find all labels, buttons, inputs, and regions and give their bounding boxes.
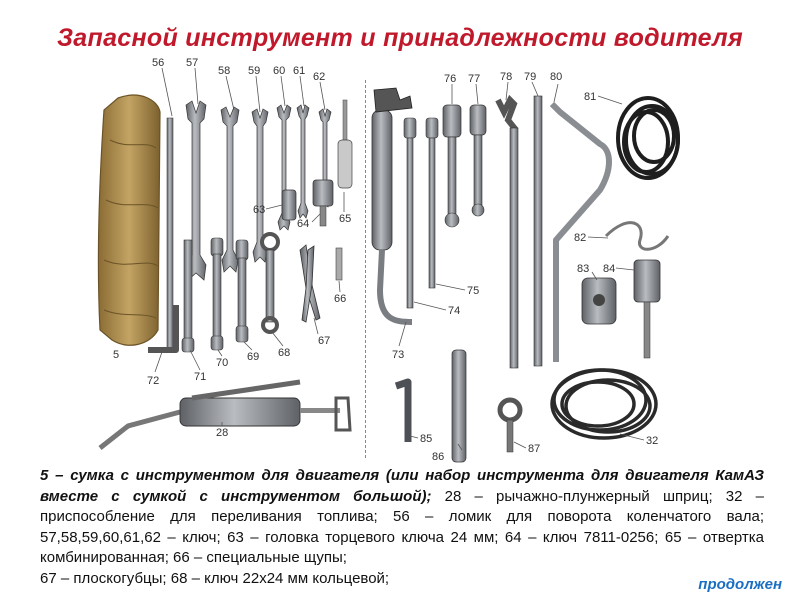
pliers-illustration — [300, 245, 320, 322]
label-80: 80 — [550, 71, 563, 83]
label-67: 67 — [318, 335, 331, 347]
label-79: 79 — [524, 71, 537, 83]
label-73: 73 — [392, 349, 405, 361]
label-83: 83 — [577, 263, 590, 275]
label-5: 5 — [113, 349, 120, 361]
tire-valve-84-illustration — [634, 260, 660, 358]
ring-wrench-illustration — [262, 234, 278, 332]
column-divider — [365, 80, 366, 458]
l-key-85-illustration — [396, 382, 408, 442]
label-59: 59 — [248, 65, 261, 77]
label-28: 28 — [216, 427, 229, 439]
label-57: 57 — [186, 57, 199, 69]
label-71: 71 — [194, 371, 207, 383]
label-62: 62 — [313, 71, 326, 83]
adapter-83-illustration — [582, 278, 616, 324]
label-75: 75 — [467, 285, 480, 297]
label-61: 61 — [293, 65, 306, 77]
label-85: 85 — [420, 433, 433, 445]
box-spanners-illustration — [443, 105, 486, 227]
socket-wrenches-illustration — [404, 118, 438, 308]
label-76: 76 — [444, 73, 457, 85]
coiled-hose-81-illustration — [618, 98, 678, 178]
screwdriver-illustration — [338, 100, 352, 188]
slide-title: Запасной инструмент и принадлежности водителя — [56, 24, 744, 52]
label-63: 63 — [253, 204, 266, 216]
label-68: 68 — [278, 347, 291, 359]
box-wrench-70-illustration — [211, 238, 223, 350]
eye-key-87-illustration — [500, 400, 520, 452]
label-87: 87 — [528, 443, 541, 455]
label-86: 86 — [432, 451, 445, 463]
label-72: 72 — [147, 375, 160, 387]
fuel-hose-illustration — [552, 370, 656, 438]
crank-bar-illustration — [167, 118, 173, 348]
label-74: 74 — [448, 305, 461, 317]
pry-bars-illustration — [498, 96, 542, 368]
box-wrench-69-illustration — [236, 240, 248, 342]
label-82: 82 — [574, 232, 587, 244]
caption-bold-part: 5 – сумка с инструментом для двигателя (или набор инструмента для двигателя КамАЗ вместе с сумкой с инструментом большой); — [40, 467, 764, 505]
label-64: 64 — [297, 218, 310, 230]
label-81: 81 — [584, 91, 597, 103]
label-58: 58 — [218, 65, 231, 77]
label-69: 69 — [247, 351, 260, 363]
tool-bag-illustration — [98, 95, 160, 345]
wire-82-illustration — [606, 223, 668, 250]
box-wrench-71-illustration — [182, 240, 194, 352]
feeler-gauge-illustration — [336, 248, 342, 280]
label-78: 78 — [500, 71, 513, 83]
label-60: 60 — [273, 65, 286, 77]
continued-link[interactable]: продолжен — [698, 576, 782, 593]
caption-rest: 28 – рычажно-плунжерный шприц; 32 – приспособление для переливания топлива; 56 – ломик для поворота коленчатого вала; 57,58,59,60,61,62 – ключ; 63 – головка торцевого ключа 24 мм; 64 – ключ 7811-0256; 65 – отвертка комбинированная; 66 – специальные щупы; — [40, 487, 765, 566]
caption-last-line: 67 – плоскогубцы; 68 – ключ 22х24 мм кольцевой; — [40, 569, 390, 587]
label-84: 84 — [603, 263, 616, 275]
label-66: 66 — [334, 293, 347, 305]
label-77: 77 — [468, 73, 481, 85]
label-65: 65 — [339, 213, 352, 225]
label-70: 70 — [216, 357, 229, 369]
label-32: 32 — [646, 435, 659, 447]
caption-text — [40, 466, 764, 589]
label-56: 56 — [152, 57, 165, 69]
